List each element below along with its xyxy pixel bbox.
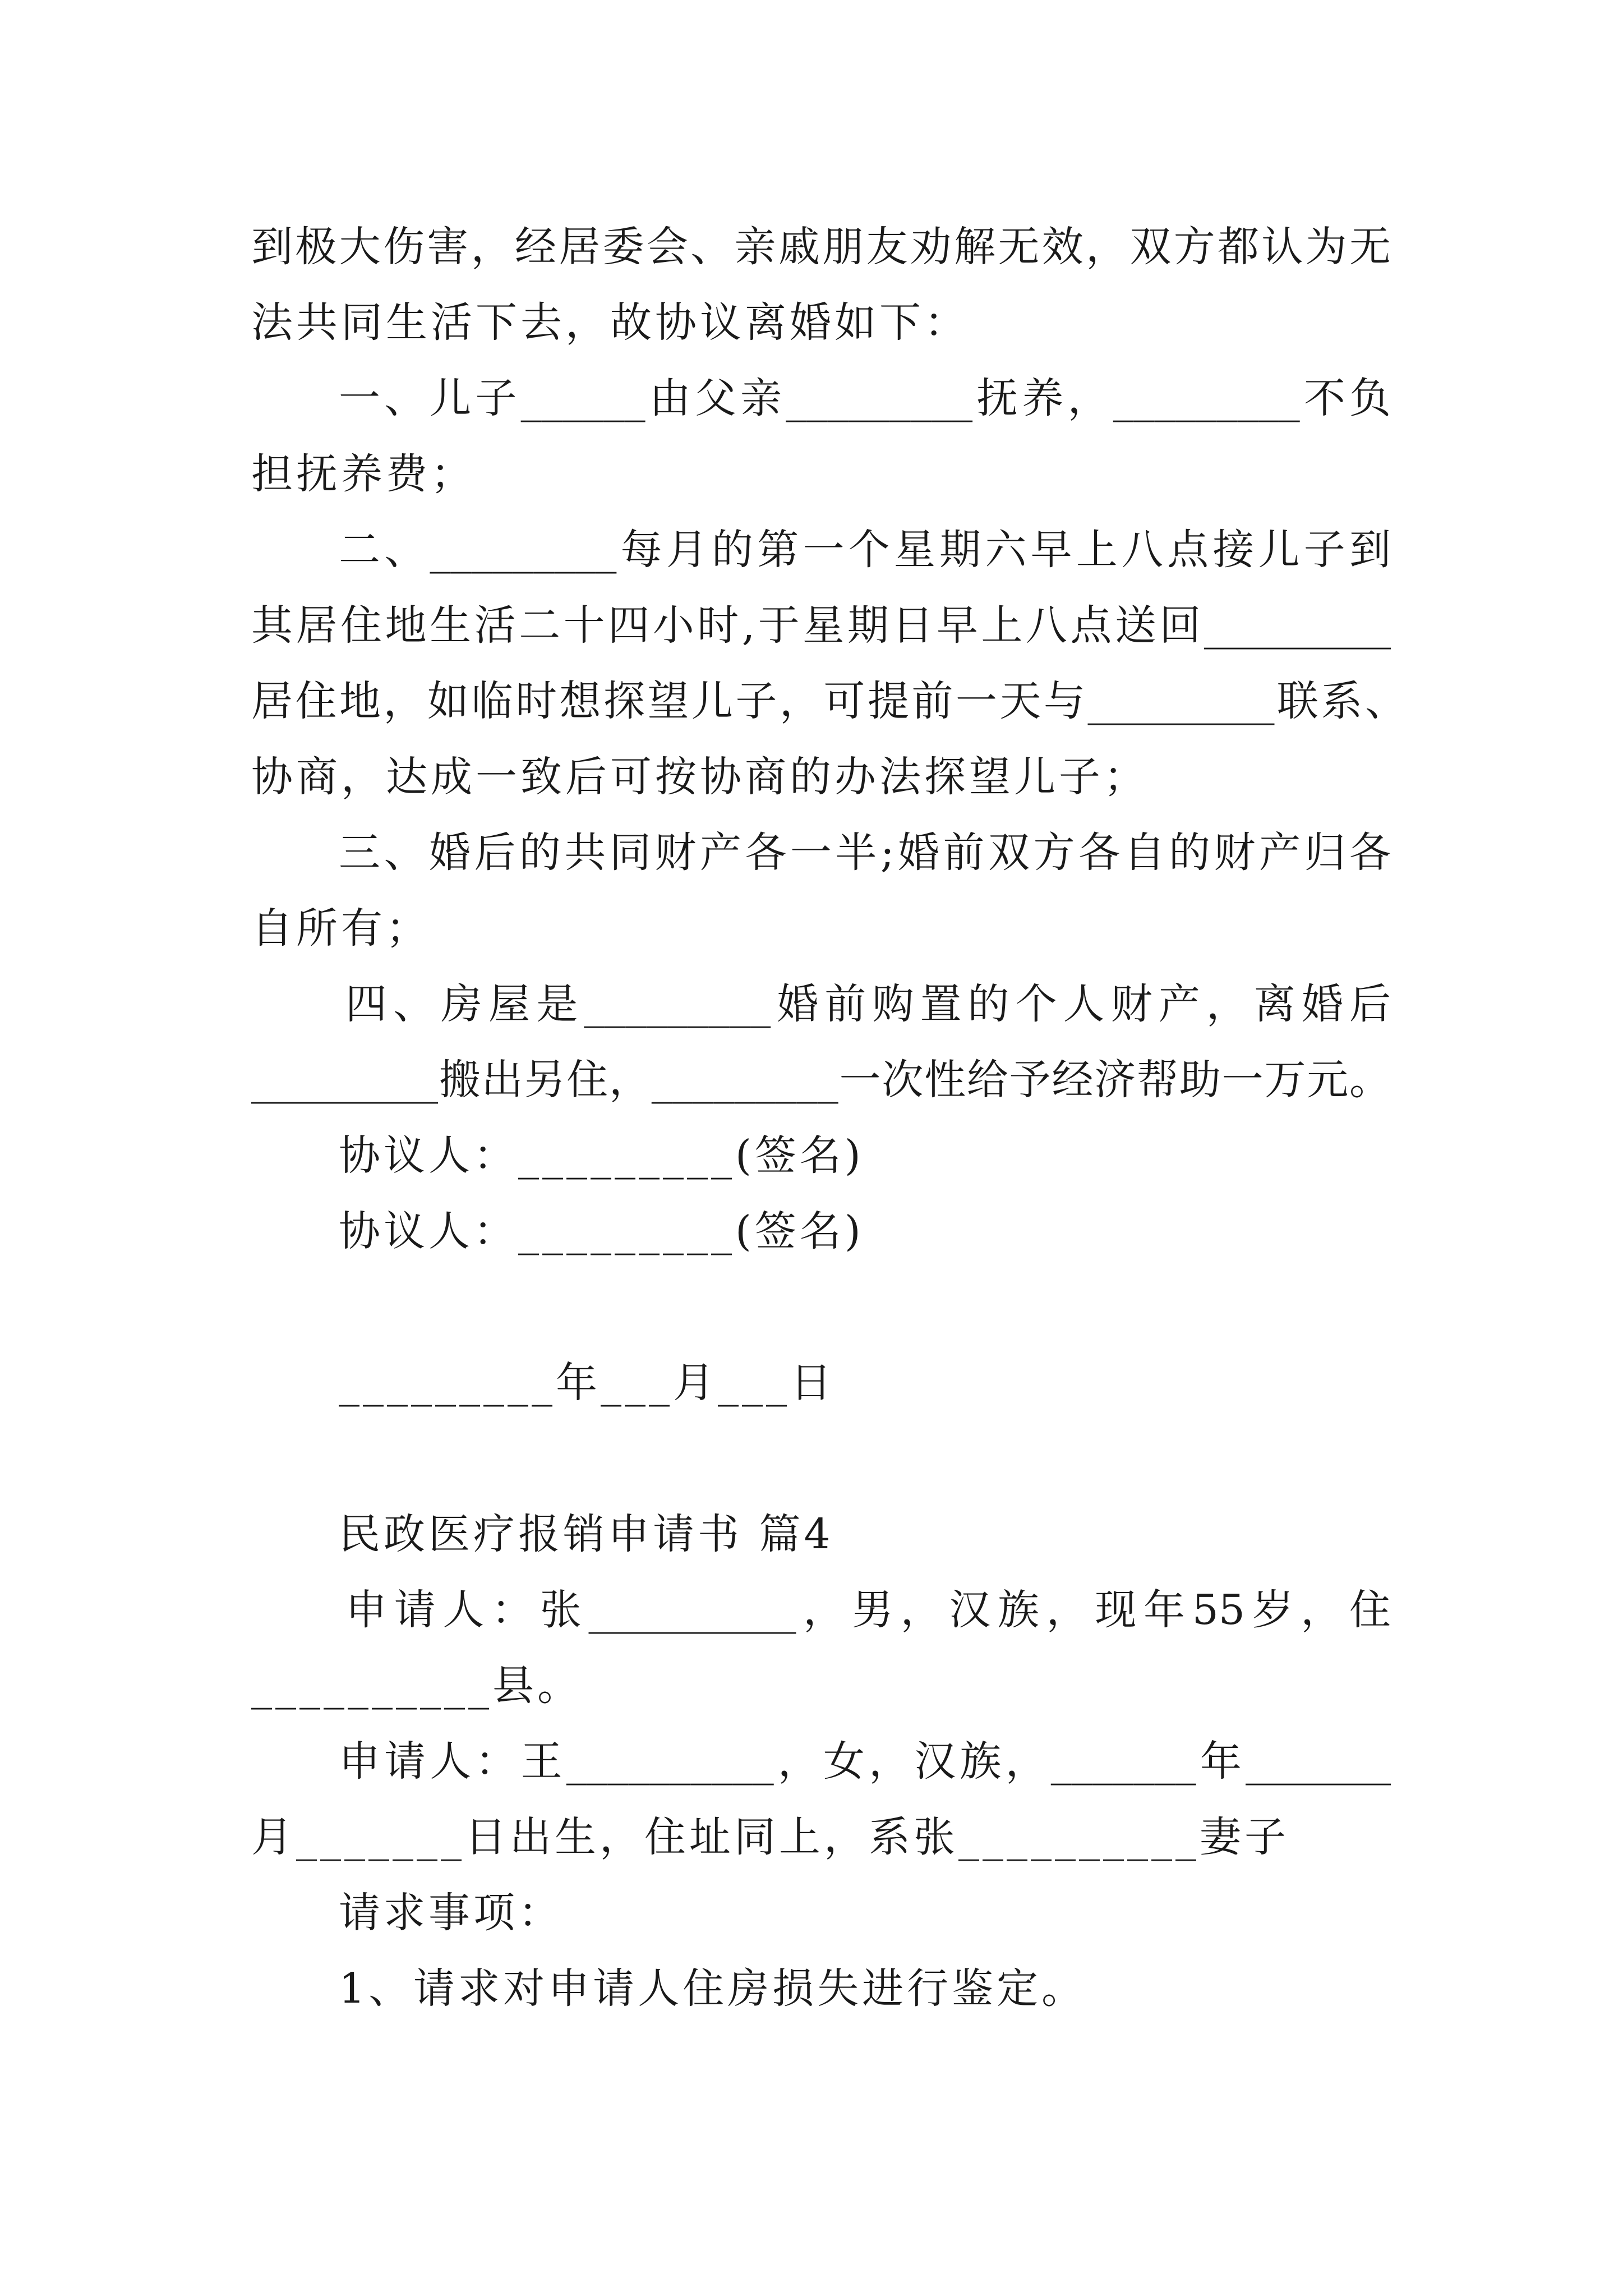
clause-four-line: 四、房屋是_________婚前购置的个人财产，离婚后 (345, 980, 1391, 1028)
clause-four-line: _________搬出另住，_________一次性给予经济帮助一万元。 (251, 1056, 1391, 1104)
clause-two-line: 二、_________每月的第一个星期六早上八点接儿子到 (339, 526, 1391, 574)
paragraph-line: 法共同生活下去，故协议离婚如下： (251, 298, 969, 347)
paragraph-line: 到极大伤害，经居委会、亲戚朋友劝解无效，双方都认为无 (251, 223, 1391, 271)
signature-line: 协议人：_________(签名) (339, 1207, 864, 1255)
clause-two-line: 居住地，如临时想探望儿子，可提前一天与_________联系、 (251, 677, 1407, 725)
applicant-line: 月_______日出生，住址同上，系张__________妻子 (251, 1813, 1289, 1861)
applicant-line: 申请人：张__________，男，汉族，现年55岁，住 (345, 1586, 1391, 1634)
clause-two-line: 其居住地生活二十四小时,于星期日早上八点送回_________ (251, 601, 1391, 650)
date-line: _________年___月___日 (339, 1359, 835, 1407)
clause-three-line: 自所有； (251, 904, 431, 953)
request-heading: 请求事项： (339, 1889, 563, 1937)
clause-two-line: 协商，达成一致后可按协商的办法探望儿子； (251, 753, 1149, 801)
clause-one-line: 担抚养费； (251, 450, 476, 498)
signature-line: 协议人：_________(签名) (339, 1131, 864, 1180)
clause-one-line: 一、儿子______由父亲_________抚养，_________不负 (339, 374, 1391, 422)
clause-three-line: 三、婚后的共同财产各一半;婚前双方各自的财产归各 (339, 829, 1391, 877)
section-title: 民政医疗报销申请书 篇4 (339, 1510, 834, 1558)
applicant-line: __________县。 (251, 1662, 582, 1710)
request-item: 1、请求对申请人住房损失进行鉴定。 (339, 1964, 1087, 2013)
applicant-line: 申请人：王__________，女，汉族，_______年_______ (339, 1737, 1391, 1786)
